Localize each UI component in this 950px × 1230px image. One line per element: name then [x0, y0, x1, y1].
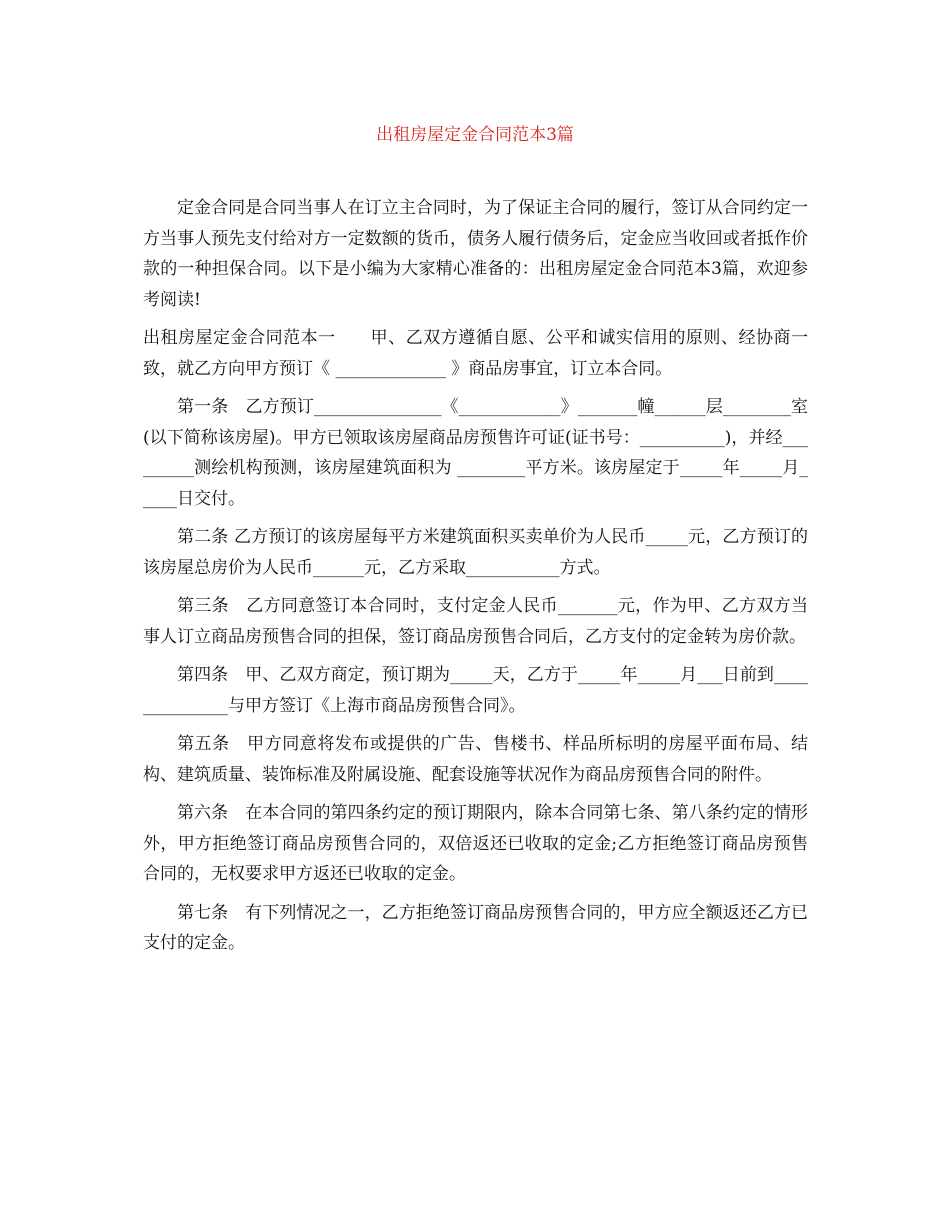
article-7-paragraph: 第七条 有下列情况之一，乙方拒绝签订商品房预售合同的，甲方应全额返还乙方已支付的定金。: [143, 902, 808, 953]
document-body: [143, 193, 808, 967]
intro-paragraph: 定金合同是合同当事人在订立主合同时，为了保证主合同的履行，签订从合同约定一方当事人预先支付给对方一定数额的货币，债务人履行债务后，定金应当收回或者抵作价款的一种担保合同。以下是小编为大家精心准备的：出租房屋定金合同范本3篇，欢迎参考阅读!: [143, 198, 808, 310]
article-1-paragraph: 第一条 乙方预订_______________《____________》_______幢______层________室(以下简称该房屋)。甲方已领取该房屋商品房预售许可证(证书号：__________)，并经_________测绘机构预测，该房屋建筑面积为 ________平方米。该房屋定于_____年_____月_____日交付。: [143, 397, 808, 509]
article-2-paragraph: 第二条 乙方预订的该房屋每平方米建筑面积买卖单价为人民币_____元，乙方预订的该房屋总房价为人民币______元，乙方采取___________方式。: [143, 527, 808, 578]
document-title: 出租房屋定金合同范本3篇: [376, 125, 574, 145]
article-6-paragraph: 第六条 在本合同的第四条约定的预订期限内，除本合同第七条、第八条约定的情形外，甲方拒绝签订商品房预售合同的，双倍返还已收取的定金;乙方拒绝签订商品房预售合同的，无权要求甲方返还已收取的定金。: [143, 803, 808, 884]
article-5-paragraph: 第五条 甲方同意将发布或提供的广告、售楼书、样品所标明的房屋平面布局、结构、建筑质量、装饰标准及附属设施、配套设施等状况作为商品房预售合同的附件。: [143, 734, 808, 785]
article-4-paragraph: 第四条 甲、乙双方商定，预订期为_____天，乙方于_____年_____月___日前到______________与甲方签订《上海市商品房预售合同》。: [143, 665, 808, 716]
contract-heading-paragraph: 出租房屋定金合同范本一 甲、乙双方遵循自愿、公平和诚实信用的原则、经协商一致，就乙方向甲方预订《 _____________ 》商品房事宜，订立本合同。: [143, 328, 808, 379]
article-3-paragraph: 第三条 乙方同意签订本合同时，支付定金人民币_______元，作为甲、乙方双方当事人订立商品房预售合同的担保，签订商品房预售合同后，乙方支付的定金转为房价款。: [143, 596, 808, 647]
